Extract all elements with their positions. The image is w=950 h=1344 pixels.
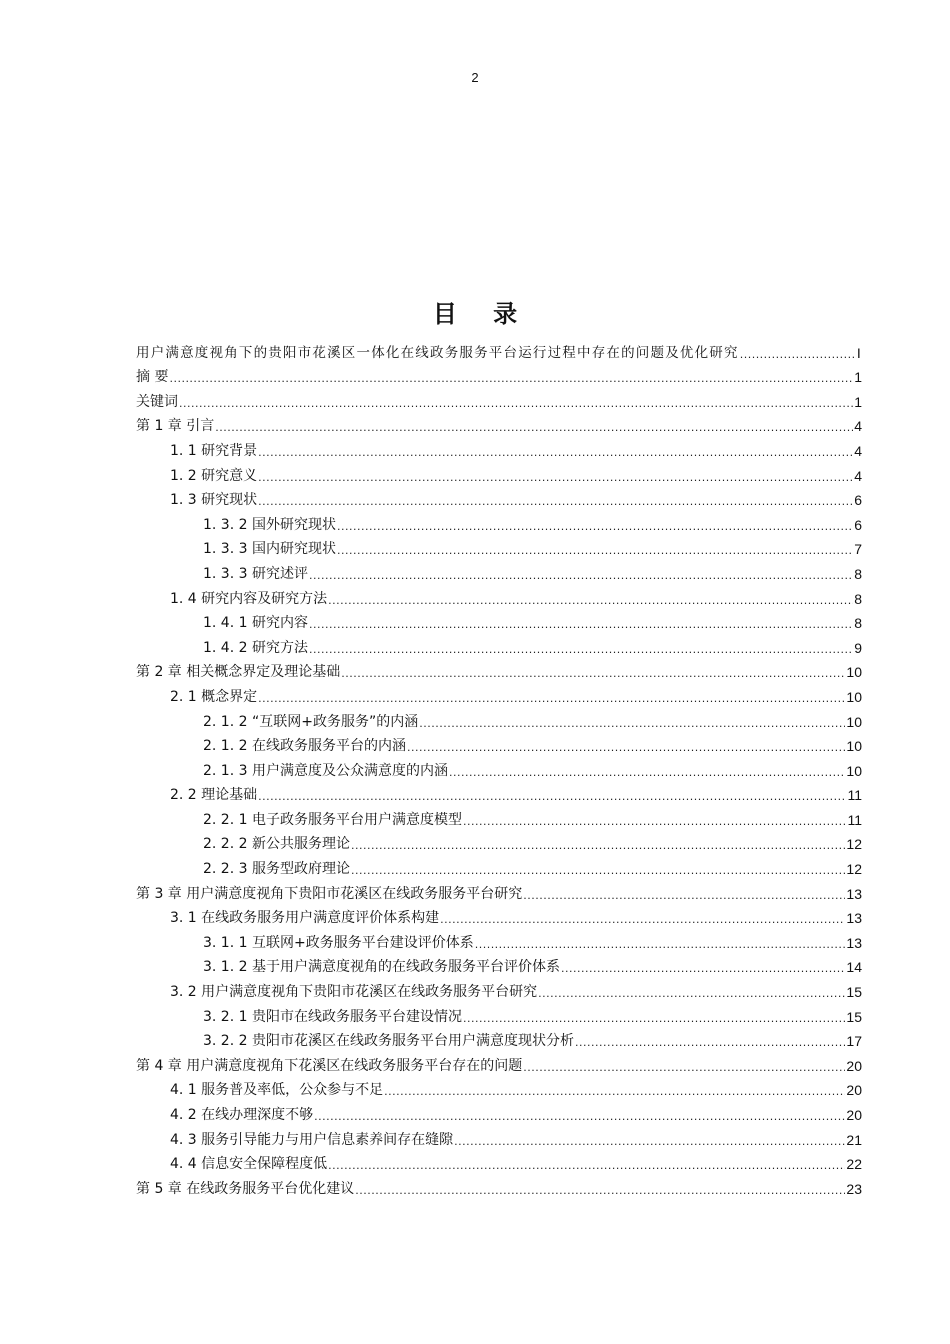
toc-entry-page: 20 [846,1057,862,1074]
toc-entry[interactable] [136,755,862,780]
toc-entry-page: 1 [854,369,862,386]
toc-dot-leader [538,987,845,1001]
toc-dot-leader [463,815,846,829]
toc-entry-title: 第 5 章 在线政务服务平台优化建议 [136,1180,355,1197]
toc-entry-page: 1 [854,393,862,410]
toc-entry[interactable] [136,1149,862,1174]
toc-entry-title: 2. 1. 2 在线政务服务平台的内涵 [203,738,406,755]
toc-dot-leader [449,766,845,780]
toc-dot-leader [309,569,853,583]
toc-entry-title: 2. 1. 2 “互联网+政务服务”的内涵 [203,713,419,730]
toc-entry[interactable] [136,1050,862,1075]
toc-entry-title: 2. 2. 3 服务型政府理论 [203,861,350,878]
toc-dot-leader [258,446,853,460]
toc-entry[interactable] [136,829,862,854]
toc-dot-leader [314,1110,845,1124]
page-number: 2 [471,70,479,85]
toc-entry-page: 7 [854,541,862,558]
toc-entry-title: 3. 2. 2 贵阳市花溪区在线政务服务平台用户满意度现状分析 [203,1033,574,1050]
toc-entry-title: 1. 3 研究现状 [170,492,258,509]
toc-entry-title: 第 1 章 引言 [136,418,215,435]
toc-entry-page: 22 [846,1156,862,1173]
toc-entry-page: 10 [846,688,862,705]
toc-entry-title: 3. 2 用户满意度视角下贵阳市花溪区在线政务服务平台研究 [170,984,538,1001]
toc-entry[interactable] [136,411,862,436]
toc-dot-leader [309,643,853,657]
toc-entry-title: 1. 3. 2 国外研究现状 [203,516,336,533]
toc-entry[interactable] [136,780,862,805]
toc-entry-page: 15 [846,1008,862,1025]
toc-entry-title: 2. 2. 1 电子政务服务平台用户满意度模型 [203,811,462,828]
toc-entry[interactable] [136,608,862,633]
toc-entry-page: 13 [846,934,862,951]
toc-dot-leader [341,667,845,681]
toc-entry[interactable] [136,681,862,706]
toc-entry-title: 1. 4. 1 研究内容 [203,615,308,632]
toc-entry[interactable] [136,804,862,829]
toc-dot-leader [215,421,853,435]
toc-entry-page: 11 [847,811,862,828]
toc-entry-title: 第 4 章 用户满意度视角下花溪区在线政务服务平台存在的问题 [136,1057,523,1074]
toc-dot-leader [258,790,846,804]
toc-dot-leader [169,372,853,386]
toc-entry-title: 4. 3 服务引导能力与用户信息素养间存在缝隙 [170,1131,454,1148]
toc-entry-page: 10 [846,762,862,779]
toc-dot-leader [351,864,845,878]
toc-entry-title: 1. 1 研究背景 [170,442,258,459]
toc-entry-page: 13 [846,885,862,902]
toc-entry-page: 14 [846,959,862,976]
toc-entry-title: 1. 2 研究意义 [170,467,258,484]
toc-entry[interactable] [136,1001,862,1026]
table-of-contents [136,337,862,1198]
toc-entry-page: 4 [854,442,862,459]
toc-dot-leader [337,520,853,534]
toc-entry[interactable] [136,583,862,608]
toc-entry-title: 1. 4. 2 研究方法 [203,639,308,656]
toc-entry-page: 10 [846,664,862,681]
toc-entry[interactable] [136,976,862,1001]
toc-dot-leader [337,544,853,558]
toc-entry-title: 4. 4 信息安全保障程度低 [170,1156,328,1173]
toc-entry[interactable] [136,853,862,878]
toc-dot-leader [463,1012,845,1026]
toc-entry-title: 4. 2 在线办理深度不够 [170,1107,314,1123]
toc-dot-leader [384,1085,845,1099]
toc-dot-leader [179,397,853,411]
toc-entry-title: 摘 要 [136,369,169,386]
toc-entry-page: 12 [846,836,862,853]
toc-entry[interactable] [136,1099,862,1124]
toc-title: 目 录 [432,300,532,328]
toc-entry-page: 11 [847,787,862,804]
toc-entry[interactable] [136,878,862,903]
toc-entry[interactable] [136,386,862,411]
toc-entry-page: 13 [846,910,862,927]
toc-entry[interactable] [136,657,862,682]
toc-dot-leader [523,889,845,903]
toc-entry[interactable] [136,903,862,928]
toc-entry-title: 3. 1 在线政务服务用户满意度评价体系构建 [170,910,440,927]
toc-dot-leader [407,741,845,755]
toc-entry-title: 2. 2 理论基础 [170,787,258,804]
toc-entry-page: 12 [846,861,862,878]
toc-entry-page: 8 [854,565,862,582]
toc-dot-leader [440,913,845,927]
toc-dot-leader [309,618,853,632]
toc-entry[interactable] [136,1026,862,1051]
toc-entry-page: 21 [846,1131,862,1148]
toc-entry[interactable] [136,1173,862,1198]
toc-entry-page: I [856,344,862,361]
toc-dot-leader [355,1184,845,1198]
toc-entry[interactable] [136,337,862,362]
toc-entry[interactable] [136,706,862,731]
toc-dot-leader [740,348,856,362]
toc-entry[interactable] [136,1075,862,1100]
toc-entry[interactable] [136,731,862,756]
toc-entry-title: 第 2 章 相关概念界定及理论基础 [136,664,341,681]
toc-entry[interactable] [136,632,862,657]
toc-entry-title: 2. 1. 3 用户满意度及公众满意度的内涵 [203,762,448,779]
toc-entry-page: 23 [846,1180,862,1197]
toc-dot-leader [523,1061,845,1075]
toc-entry[interactable] [136,435,862,460]
toc-entry-page: 9 [854,639,862,656]
toc-entry[interactable] [136,534,862,559]
toc-entry-title: 2. 2. 2 新公共服务理论 [203,836,350,853]
toc-entry-title: 关键词 [136,393,178,410]
toc-dot-leader [575,1036,845,1050]
toc-dot-leader [475,938,846,952]
toc-entry-page: 4 [854,467,862,484]
toc-entry[interactable] [136,927,862,952]
toc-dot-leader [328,1159,845,1173]
toc-entry-page: 20 [846,1107,862,1123]
toc-entry-title: 1. 3. 3 国内研究现状 [203,541,336,558]
toc-entry[interactable] [136,485,862,510]
toc-dot-leader [328,594,853,608]
toc-dot-leader [419,717,845,731]
toc-entry-page: 8 [854,615,862,632]
toc-entry-title: 用户满意度视角下的贵阳市花溪区一体化在线政务服务平台运行过程中存在的问题及优化研究 [136,344,739,361]
toc-entry-title: 3. 1. 2 基于用户满意度视角的在线政务服务平台评价体系 [203,959,560,976]
toc-dot-leader [561,962,845,976]
toc-dot-leader [454,1135,845,1149]
toc-entry-title: 2. 1 概念界定 [170,688,258,705]
toc-entry-page: 10 [846,713,862,730]
toc-entry-title: 3. 2. 1 贵阳市在线政务服务平台建设情况 [203,1008,462,1025]
toc-entry-page: 6 [854,516,862,533]
toc-dot-leader [258,471,853,485]
toc-dot-leader [258,692,845,706]
toc-entry[interactable] [136,460,862,485]
toc-dot-leader [351,839,845,853]
toc-entry-page: 4 [854,418,862,435]
toc-entry-title: 3. 1. 1 互联网+政务服务平台建设评价体系 [203,934,474,951]
toc-entry-page: 10 [846,738,862,755]
toc-entry-title: 1. 4 研究内容及研究方法 [170,590,328,607]
toc-entry[interactable] [136,509,862,534]
toc-entry[interactable] [136,558,862,583]
toc-entry-title: 1. 3. 3 研究述评 [203,565,308,582]
toc-entry[interactable] [136,362,862,387]
toc-entry-page: 6 [854,492,862,509]
toc-dot-leader [258,495,853,509]
toc-entry-page: 20 [846,1082,862,1099]
toc-entry-page: 17 [846,1033,862,1050]
toc-entry-title: 第 3 章 用户满意度视角下贵阳市花溪区在线政务服务平台研究 [136,885,523,902]
toc-entry-title: 4. 1 服务普及率低，公众参与不足 [170,1082,384,1099]
toc-entry[interactable] [136,952,862,977]
toc-entry[interactable] [136,1124,862,1149]
toc-entry-page: 8 [854,590,862,607]
toc-entry-page: 15 [846,984,862,1001]
